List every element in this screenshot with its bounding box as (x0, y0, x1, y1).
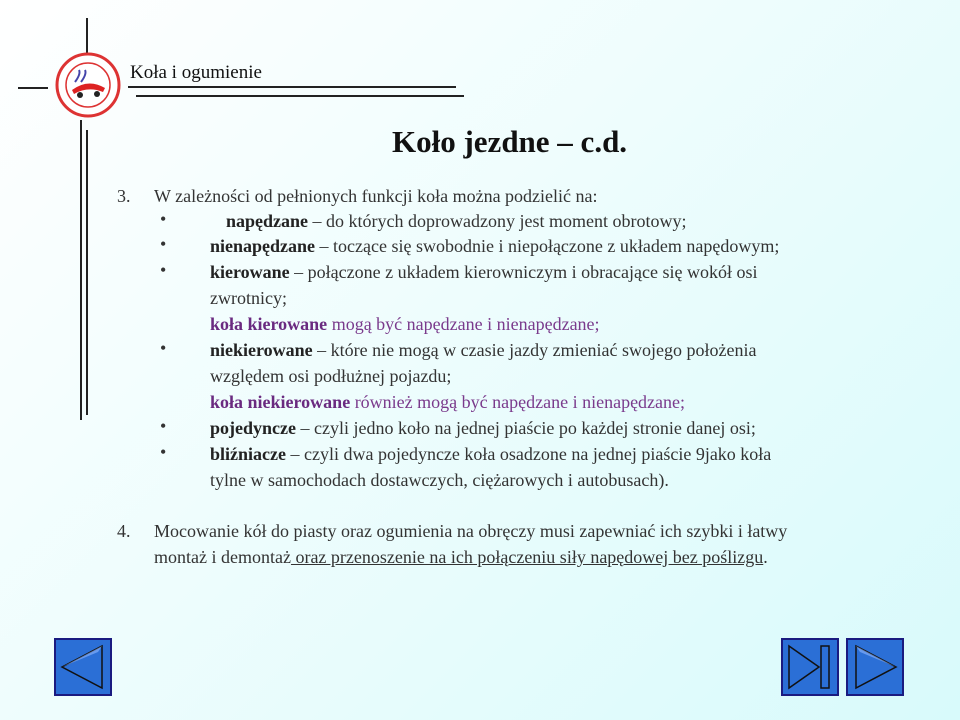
bullet-icon: • (160, 442, 167, 462)
note-text: mogą być napędzane i nienapędzane; (327, 314, 600, 334)
list-item (210, 259, 758, 285)
note-term: koła niekierowane (210, 392, 351, 412)
item-4-number: 4. (117, 521, 131, 541)
list-item (210, 233, 779, 259)
item-3-number: 3. (117, 186, 131, 206)
list-item-continuation: zwrotnicy; (210, 288, 287, 308)
term: niekierowane (210, 340, 313, 360)
decor-vline-2 (80, 120, 82, 420)
end-button[interactable] (781, 638, 839, 696)
list-item-continuation: tylne w samochodach dostawczych, ciężarowych i autobusach). (210, 470, 669, 490)
list-item (210, 441, 771, 467)
description: – które nie mogą w czasie jazdy zmieniać swojego położenia (312, 340, 757, 360)
description: – czyli jedno koło na jednej piaście po każdej stronie danej osi; (295, 418, 756, 438)
next-button[interactable] (846, 638, 904, 696)
note-term: koła kierowane (210, 314, 328, 334)
term: nienapędzane (210, 236, 316, 256)
triangle-left-icon (56, 640, 110, 694)
description: – toczące się swobodnie i niepołączone z układem napędowym; (315, 236, 780, 256)
list-item (210, 415, 756, 441)
text-segment: . (763, 547, 768, 567)
underlined-segment: oraz przenoszenie na ich połączeniu siły napędowej bez poślizgu (290, 547, 764, 567)
term: kierowane (210, 262, 290, 282)
term: napędzane (226, 211, 309, 231)
bullet-icon: • (160, 209, 167, 229)
note-text: również mogą być napędzane i nienapędzane; (350, 392, 686, 412)
decor-hline-3 (136, 95, 464, 97)
description: – do których doprowadzony jest moment obrotowy; (308, 211, 687, 231)
school-logo (55, 52, 121, 118)
note-non-steered (210, 389, 685, 415)
header-title: Koła i ogumienie (130, 62, 262, 83)
term: pojedyncze (210, 418, 296, 438)
item-4-line-2 (154, 544, 768, 570)
slide-title: Koło jezdne – c.d. (392, 124, 628, 159)
back-button[interactable] (54, 638, 112, 696)
triangle-right-icon (848, 640, 902, 694)
bullet-icon: • (160, 416, 167, 436)
bullet-icon: • (160, 338, 167, 358)
list-item-continuation: względem osi podłużnej pojazdu; (210, 366, 452, 386)
decor-vline-3 (86, 130, 88, 415)
decor-hline-2 (128, 86, 456, 88)
item-3-intro: W zależności od pełnionych funkcji koła można podzielić na: (154, 186, 598, 206)
decor-hline-1 (18, 87, 48, 89)
skip-end-icon (783, 640, 837, 694)
term: bliźniacze (210, 444, 286, 464)
description: – połączone z układem kierowniczym i obracające się wokół osi (289, 262, 758, 282)
text-segment: montaż i demontaż (154, 547, 291, 567)
bullet-icon: • (160, 234, 167, 254)
description: – czyli dwa pojedyncze koła osadzone na jednej piaście 9jako koła (285, 444, 772, 464)
list-item (226, 208, 686, 234)
bullet-icon: • (160, 260, 167, 280)
note-steered (210, 311, 600, 337)
item-4-line-1: Mocowanie kół do piasty oraz ogumienia na obręczy musi zapewniać ich szybki i łatwy (154, 521, 788, 541)
list-item (210, 337, 757, 363)
